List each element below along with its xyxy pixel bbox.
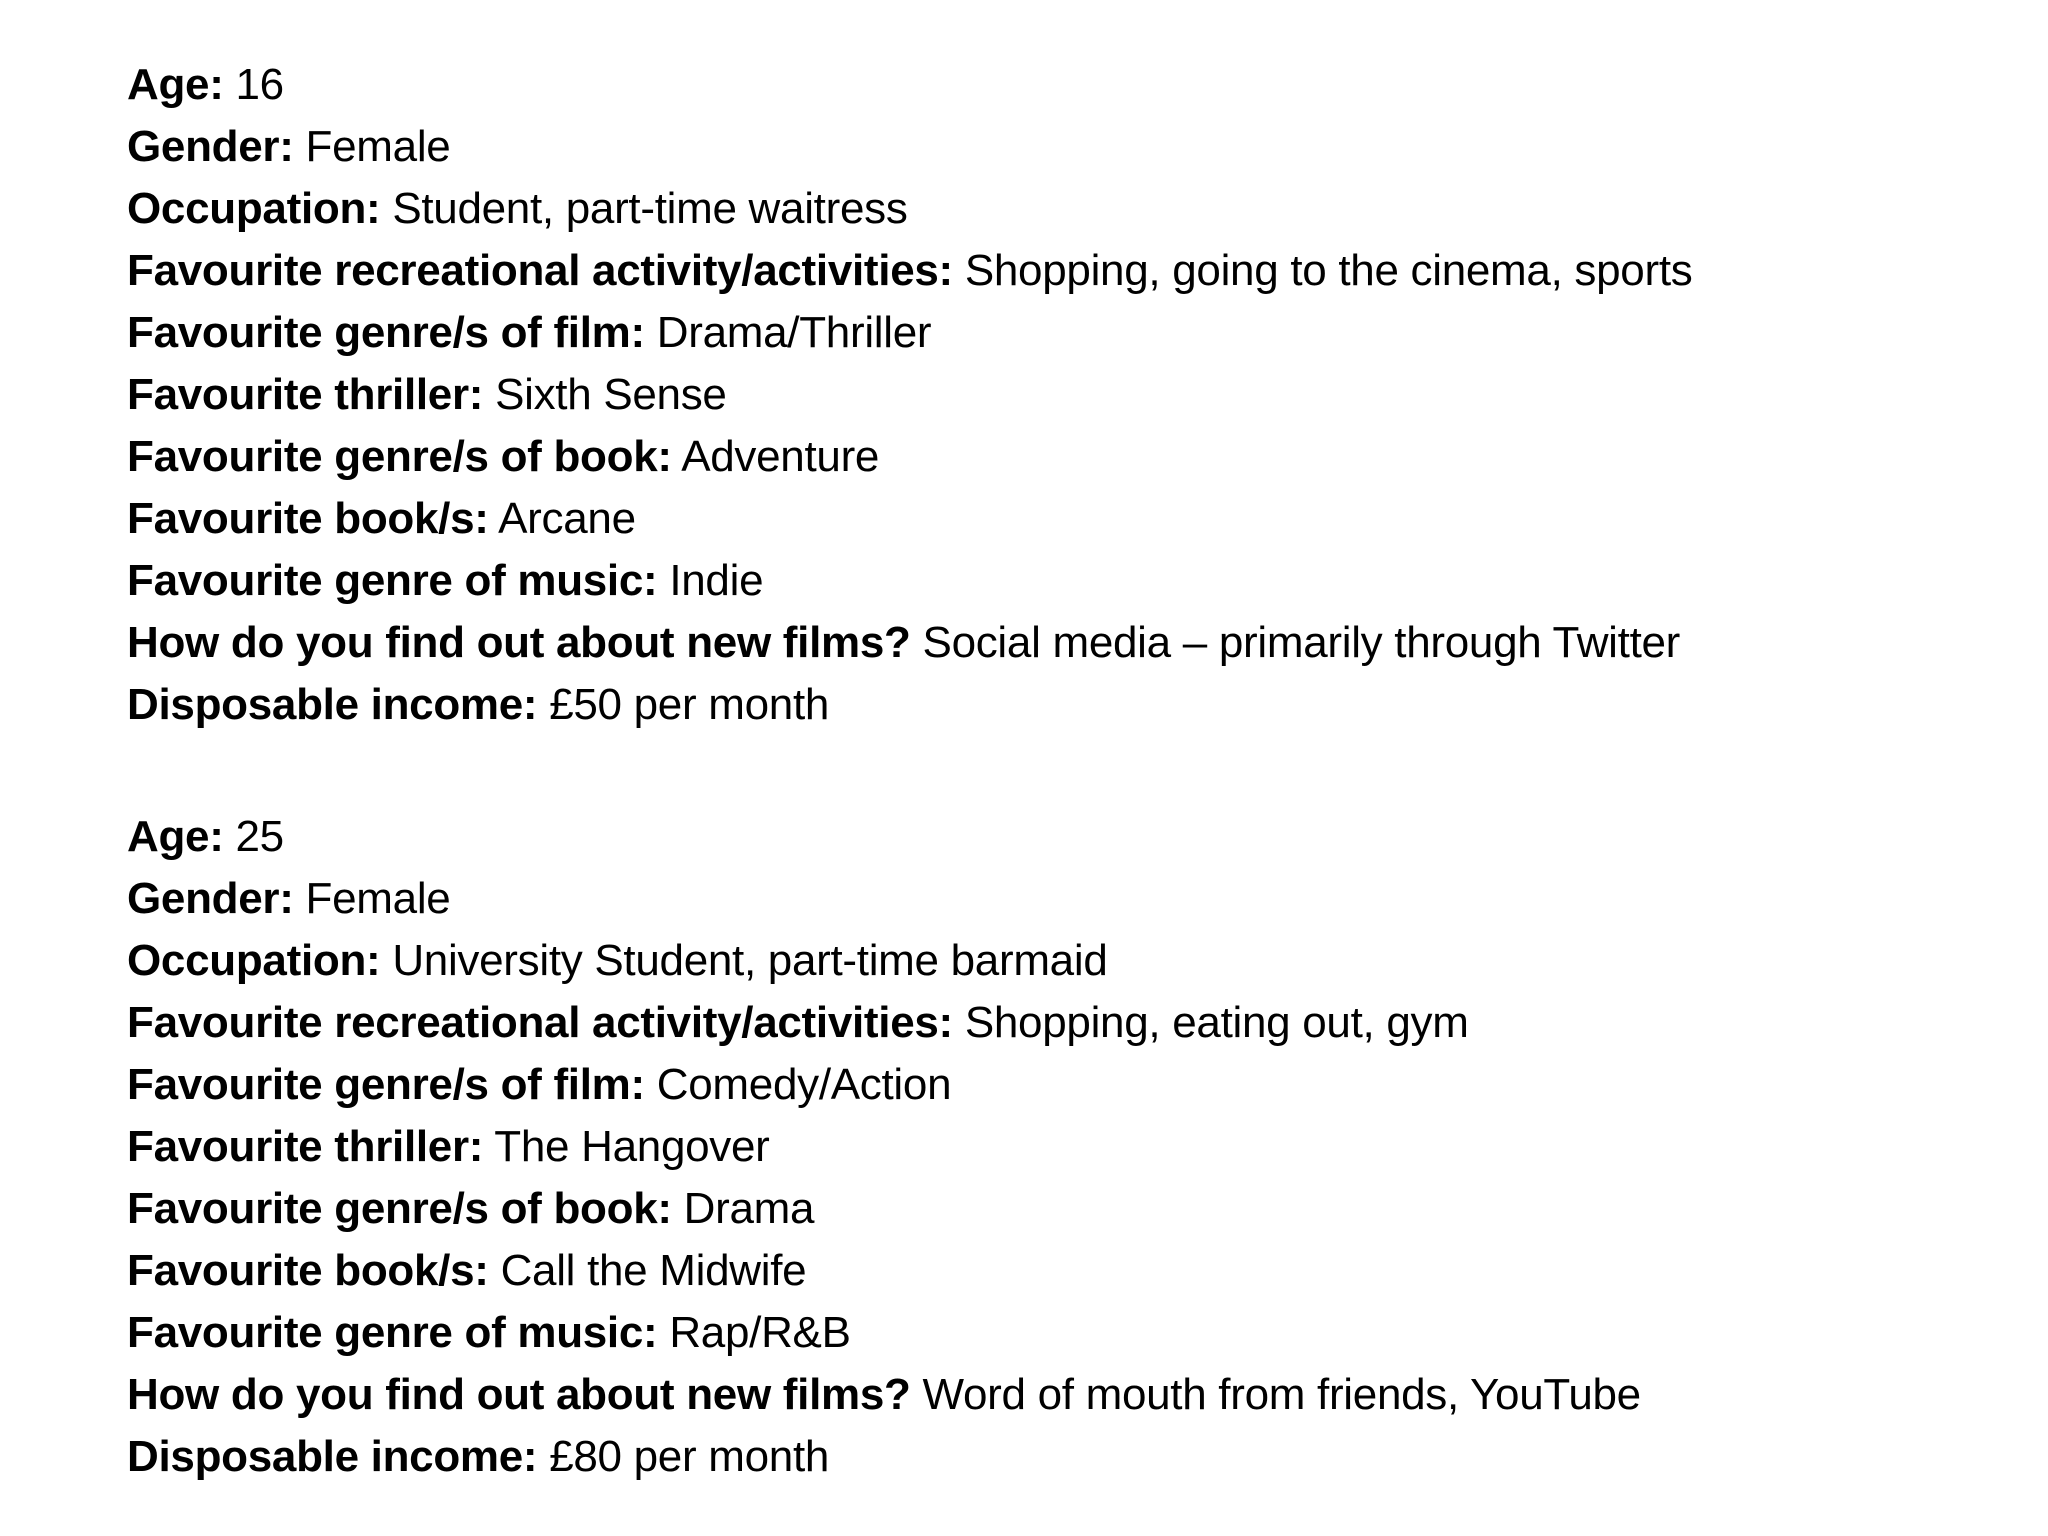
field-value: 16 xyxy=(235,60,284,109)
profile-2 xyxy=(127,806,2007,1488)
profile-2-film-discovery xyxy=(127,1364,2007,1426)
field-value: £80 per month xyxy=(549,1432,830,1481)
field-value: The Hangover xyxy=(494,1122,770,1171)
profile-2-favourite-thriller xyxy=(127,1116,2007,1178)
field-value: University Student, part-time barmaid xyxy=(392,936,1108,985)
profile-1-disposable-income xyxy=(127,674,2007,736)
profile-2-music-genre xyxy=(127,1302,2007,1364)
field-label: Favourite recreational activity/activities: xyxy=(127,998,953,1047)
field-label: Favourite book/s: xyxy=(127,1246,489,1295)
profile-1-age xyxy=(127,54,2007,116)
field-label: Disposable income: xyxy=(127,680,538,729)
field-value: Female xyxy=(305,122,451,171)
profile-2-gender xyxy=(127,868,2007,930)
field-value: Adventure xyxy=(681,432,880,481)
field-value: Indie xyxy=(669,556,764,605)
field-label: Age: xyxy=(127,60,224,109)
field-value: Female xyxy=(305,874,451,923)
field-value: Student, part-time waitress xyxy=(392,184,908,233)
field-label: Favourite genre/s of film: xyxy=(127,1060,645,1109)
field-label: Occupation: xyxy=(127,936,381,985)
field-label: Gender: xyxy=(127,122,294,171)
field-label: Gender: xyxy=(127,874,294,923)
field-label: Favourite recreational activity/activities: xyxy=(127,246,953,295)
profile-1-favourite-books xyxy=(127,488,2007,550)
field-label: Favourite genre of music: xyxy=(127,556,658,605)
profile-1-occupation xyxy=(127,178,2007,240)
field-label: Favourite thriller: xyxy=(127,1122,484,1171)
field-label: Favourite genre/s of book: xyxy=(127,1184,672,1233)
field-label: Disposable income: xyxy=(127,1432,538,1481)
profile-1-recreational-activities xyxy=(127,240,2007,302)
field-value: Call the Midwife xyxy=(500,1246,807,1295)
field-label: Occupation: xyxy=(127,184,381,233)
field-value: 25 xyxy=(235,812,284,861)
profile-1-music-genre xyxy=(127,550,2007,612)
profile-2-film-genres xyxy=(127,1054,2007,1116)
field-label: Age: xyxy=(127,812,224,861)
profile-1-book-genres xyxy=(127,426,2007,488)
field-label: How do you find out about new films? xyxy=(127,1370,911,1419)
profile-2-favourite-books xyxy=(127,1240,2007,1302)
field-value: Sixth Sense xyxy=(495,370,727,419)
field-label: Favourite genre/s of film: xyxy=(127,308,645,357)
profile-1 xyxy=(127,54,2007,736)
profile-2-recreational-activities xyxy=(127,992,2007,1054)
field-value: Drama/Thriller xyxy=(656,308,932,357)
profile-1-gender xyxy=(127,116,2007,178)
field-value: Word of mouth from friends, YouTube xyxy=(922,1370,1641,1419)
field-value: Social media – primarily through Twitter xyxy=(922,618,1681,667)
field-value: £50 per month xyxy=(549,680,830,729)
profile-1-film-discovery xyxy=(127,612,2007,674)
field-value: Rap/R&B xyxy=(669,1308,851,1357)
profile-2-age xyxy=(127,806,2007,868)
field-label: Favourite genre of music: xyxy=(127,1308,658,1357)
field-value: Arcane xyxy=(498,494,636,543)
profile-2-occupation xyxy=(127,930,2007,992)
profile-1-film-genres xyxy=(127,302,2007,364)
field-value: Comedy/Action xyxy=(656,1060,952,1109)
field-label: How do you find out about new films? xyxy=(127,618,911,667)
profile-2-disposable-income xyxy=(127,1426,2007,1488)
field-value: Drama xyxy=(683,1184,815,1233)
field-label: Favourite thriller: xyxy=(127,370,484,419)
profile-1-favourite-thriller xyxy=(127,364,2007,426)
profile-2-book-genres xyxy=(127,1178,2007,1240)
field-label: Favourite book/s: xyxy=(127,494,489,543)
field-value: Shopping, going to the cinema, sports xyxy=(964,246,1693,295)
field-value: Shopping, eating out, gym xyxy=(964,998,1469,1047)
field-label: Favourite genre/s of book: xyxy=(127,432,672,481)
